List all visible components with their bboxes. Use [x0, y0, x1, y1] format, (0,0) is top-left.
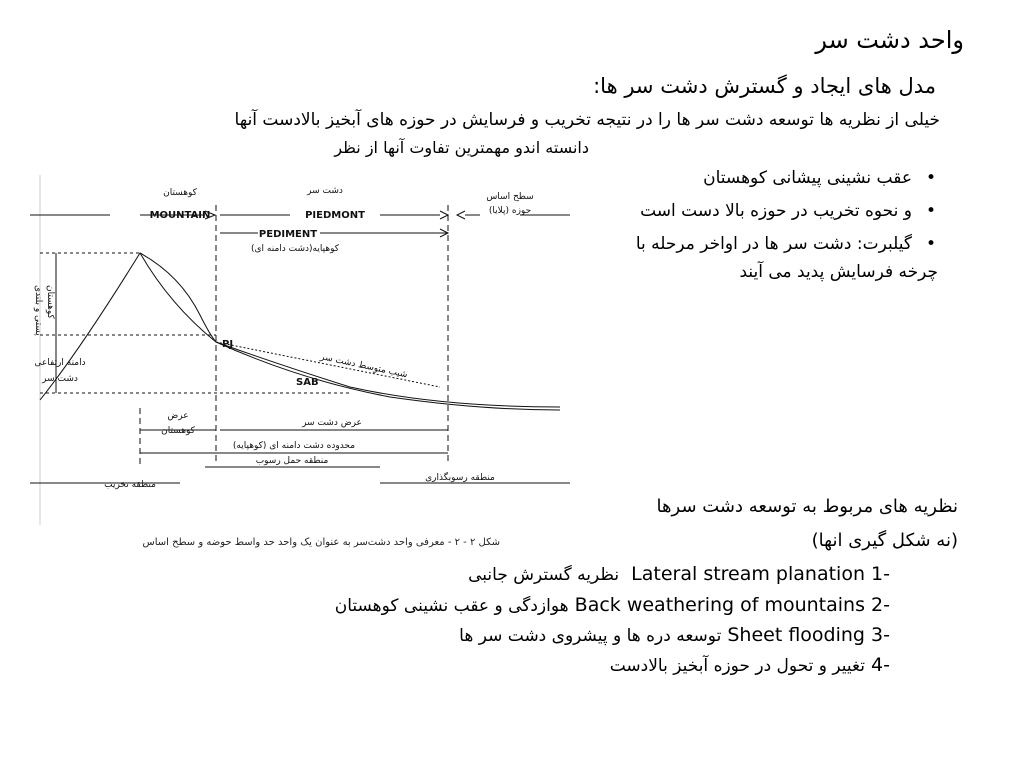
intro-text-line-2: دانسته اندو مهمترین تفاوت آنها از نظر [334, 138, 589, 157]
theory-fa: تغییر و تحول در حوزه آبخیز بالادست [609, 656, 865, 676]
theory-fa: نظریه گسترش جانبی [468, 565, 620, 585]
intro-text-line-1: خیلی از نظریه ها توسعه دشت سر ها را در نتیجه تخریب و فرسایش در حوزه های آبخیز بالادست آنها [234, 110, 940, 130]
theory-en: Back weathering of mountains [574, 594, 865, 616]
fig-label-mountain-fa: کوهستان [163, 188, 197, 198]
bullet-list [636, 168, 936, 267]
fig-label-mountain-width-2: کوهستان [161, 426, 195, 436]
fig-label-slope: شیب متوسط دشت سر [319, 352, 409, 381]
theory-fa: هوازدگی و عقب نشینی کوهستان [334, 596, 569, 616]
slide-subtitle: مدل های ایجاد و گسترش دشت سر ها: [593, 74, 936, 98]
fig-label-altitude-2: دشت سر [42, 374, 78, 384]
fig-label-pediment-en: PEDIMENT [258, 229, 318, 240]
theory-fa: توسعه دره ها و پیشروی دشت سر ها [459, 626, 722, 646]
bullet-continuation: چرخه فرسایش پدید می آیند [739, 262, 938, 282]
fig-label-relief-1: پستی و بلندی [33, 285, 43, 336]
fig-label-piedmont-en: PIEDMONT [305, 210, 365, 221]
pediment-diagram [20, 165, 580, 565]
fig-label-piedmont-fa: دشت سر [307, 186, 343, 196]
fig-label-pediment-range: محدوده دشت دامنه ای (کوهپایه) [232, 441, 356, 451]
fig-label-piedmont-width: عرض دشت سر [302, 418, 362, 428]
theories-subheading: (نه شکل گیری انها) [811, 530, 958, 551]
theory-item [468, 563, 890, 585]
bullet-item: • و نحوه تخریب در حوزه بالا دست است [636, 201, 936, 234]
fig-label-transport-zone: منطقه حمل رسوب [255, 456, 329, 466]
theory-item [610, 654, 890, 676]
slide-title: واحد دشت سر [815, 26, 964, 54]
theory-num: 3- [871, 624, 890, 646]
figure-caption: شکل ۲ - ۲ - معرفی واحد دشت‌سر به عنوان یک واحد حد واسط حوضه و سطح اساس [142, 537, 500, 548]
theory-en: Sheet flooding [727, 624, 865, 646]
fig-label-altitude-1: دامنه ارتفاعی [34, 358, 86, 368]
fig-label-deposition-zone: منطقه رسوبگذاری [425, 473, 495, 483]
theories-heading: نظریه های مربوط به توسعه دشت سرها [656, 496, 958, 517]
theory-item [335, 594, 890, 616]
theory-num: 2- [871, 594, 890, 616]
fig-label-base-1: سطح اساس [486, 192, 534, 202]
fig-label-mountain-en: MOUNTAIN [149, 210, 211, 221]
fig-label-pj: PJ [222, 339, 234, 350]
bullet-item: • گیلبرت: دشت سر ها در اواخر مرحله با [636, 234, 936, 267]
fig-label-relief-2: کوهستان [45, 285, 55, 319]
theory-en: Lateral stream planation [631, 563, 865, 585]
theory-num: 1- [871, 563, 890, 585]
bullet-item: • عقب نشینی پیشانی کوهستان [636, 168, 936, 201]
theory-item [459, 624, 890, 646]
fig-label-sab: SAB [296, 377, 319, 388]
fig-label-base-2: حوزه (پلایا) [488, 206, 532, 216]
fig-label-pediment-fa: کوهپایه(دشت دامنه ای) [250, 244, 340, 254]
theory-num: 4- [871, 654, 890, 676]
fig-label-mountain-width-1: عرض [167, 411, 189, 421]
fig-label-erosion-zone: منطقه تخریب [104, 480, 156, 490]
